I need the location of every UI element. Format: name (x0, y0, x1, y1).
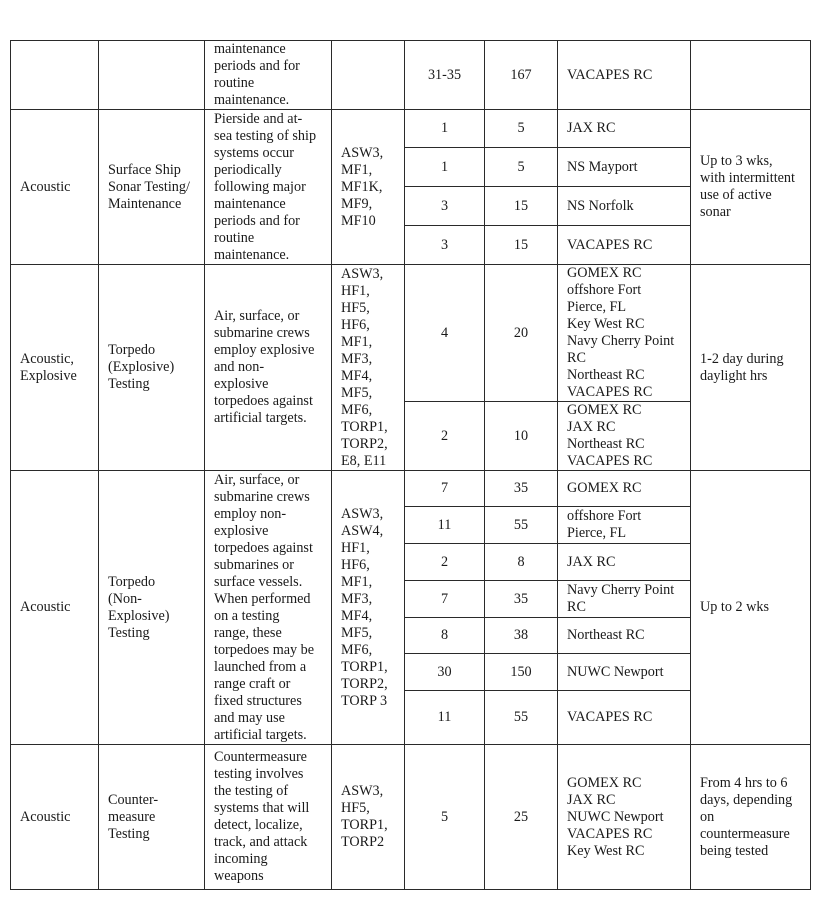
text-line: torpedoes against (214, 540, 313, 556)
hours-cell: 20 (485, 265, 558, 402)
text-line: systems occur (214, 145, 294, 161)
text-line: MF1, (341, 161, 373, 178)
hours-cell: 25 (485, 745, 558, 890)
units-cell: 5 (405, 745, 485, 890)
text-line: explosive (214, 523, 269, 539)
text-line: Testing (108, 624, 150, 641)
text-line: MF5, (341, 384, 373, 401)
text-line: periods and for (214, 213, 300, 229)
text-line: HF6, (341, 316, 370, 333)
text-line: VACAPES RC (567, 66, 653, 83)
text-line: submarines or (214, 557, 294, 573)
location-cell (558, 618, 691, 654)
units-cell: 3 (405, 226, 485, 265)
text-line: MF10 (341, 212, 376, 229)
text-line: When performed (214, 591, 311, 607)
hours-cell: 15 (485, 187, 558, 226)
text-line: Air, surface, or (214, 308, 300, 324)
text-line: track, and attack (214, 834, 308, 850)
text-line: fixed structures (214, 693, 302, 709)
text-line: on a testing (214, 608, 280, 624)
text-line: MF3, (341, 590, 373, 607)
text-line: detect, localize, (214, 817, 303, 833)
text-line: following major (214, 179, 306, 195)
units-cell: 3 (405, 187, 485, 226)
location-cell (558, 226, 691, 265)
text-line: Acoustic (20, 599, 71, 615)
activity-cell (99, 110, 205, 265)
text-line: RC (567, 599, 586, 615)
text-line: maintenance (214, 196, 286, 212)
text-line: E8, E11 (341, 452, 387, 469)
text-line: Pierside and at- (214, 111, 303, 127)
units-cell: 31-35 (405, 41, 485, 110)
text-line: 1-2 day during (700, 350, 784, 367)
activity-cell (99, 471, 205, 745)
table-row (11, 110, 811, 148)
text-line: maintenance. (214, 92, 290, 108)
sources-cell (332, 745, 405, 890)
text-line: artificial targets. (214, 727, 307, 743)
hours-cell: 5 (485, 148, 558, 187)
text-line: HF5, (341, 800, 370, 816)
units-cell: 4 (405, 265, 485, 402)
text-line: incoming (214, 851, 268, 867)
text-line: MF6, (341, 401, 373, 418)
hours-cell: 167 (485, 41, 558, 110)
text-line: sonar (700, 204, 731, 220)
sources-cell (332, 471, 405, 745)
text-line: JAX RC (567, 791, 616, 808)
location-cell (558, 581, 691, 618)
hours-cell: 10 (485, 402, 558, 471)
text-line: Navy Cherry Point (567, 333, 675, 349)
location-cell (558, 745, 691, 890)
text-line: MF5, (341, 624, 373, 641)
text-line: (Non- (108, 590, 142, 607)
text-line: launched from a (214, 659, 307, 675)
text-line: VACAPES RC (567, 236, 653, 253)
table-row (11, 265, 811, 402)
text-line: employ explosive (214, 342, 315, 358)
text-line: GOMEX RC (567, 402, 642, 418)
text-line: Maintenance (108, 195, 182, 212)
text-line: Acoustic (20, 178, 71, 195)
units-cell: 1 (405, 110, 485, 148)
text-line: submarine crews (214, 489, 310, 505)
text-line: systems that will (214, 800, 310, 816)
text-line: maintenance. (214, 247, 290, 263)
text-line: Pierce, FL (567, 299, 627, 315)
text-line: Northeast RC (567, 367, 645, 383)
text-line: ASW4, (341, 522, 384, 539)
text-line: JAX RC (567, 120, 616, 136)
stressor-cell (11, 265, 99, 471)
text-line: JAX RC (567, 419, 616, 435)
text-line: From 4 hrs to 6 (700, 774, 788, 791)
stressor-cell (11, 41, 99, 110)
duration-cell (691, 745, 811, 890)
text-line: (Explosive) (108, 359, 175, 375)
location-cell (558, 265, 691, 402)
text-line: Counter- (108, 791, 159, 808)
text-line: testing involves (214, 766, 304, 782)
location-cell (558, 507, 691, 544)
text-line: Acoustic, (20, 350, 74, 367)
text-line: and may use (214, 710, 285, 726)
text-line: routine (214, 230, 255, 246)
text-line: torpedoes against (214, 393, 313, 409)
text-line: Torpedo (108, 342, 156, 358)
text-line: RC (567, 350, 586, 366)
table-row (11, 471, 811, 507)
description-cell (205, 471, 332, 745)
text-line: GOMEX RC (567, 265, 642, 281)
text-line: VACAPES RC (567, 709, 653, 725)
text-line: JAX RC (567, 553, 616, 570)
table-row (11, 41, 811, 110)
location-cell (558, 110, 691, 148)
text-line: Up to 2 wks (700, 599, 769, 615)
text-line: Key West RC (567, 316, 645, 332)
text-line: range craft or (214, 676, 291, 692)
text-line: weapons (214, 868, 264, 884)
text-line: with intermittent (700, 170, 795, 186)
hours-cell: 55 (485, 507, 558, 544)
text-line: Explosive) (108, 607, 170, 624)
text-line: Key West RC (567, 842, 645, 859)
location-cell (558, 41, 691, 110)
activity-cell (99, 41, 205, 110)
text-line: TORP1, (341, 418, 388, 435)
text-line: torpedoes may be (214, 642, 315, 658)
text-line: employ non- (214, 506, 287, 522)
text-line: Northeast RC (567, 436, 645, 452)
text-line: explosive (214, 376, 269, 392)
sources-cell (332, 265, 405, 471)
text-line: maintenance (214, 41, 286, 57)
text-line: Acoustic (20, 808, 71, 825)
text-line: MF9, (341, 195, 373, 212)
description-cell (205, 265, 332, 471)
text-line: TORP2, (341, 675, 388, 692)
activity-cell (99, 745, 205, 890)
location-cell (558, 544, 691, 581)
text-line: TORP2 (341, 834, 385, 850)
description-cell (205, 745, 332, 890)
text-line: GOMEX RC (567, 774, 642, 791)
text-line: MF1, (341, 573, 373, 590)
text-line: MF4, (341, 607, 373, 624)
text-line: NUWC Newport (567, 663, 664, 680)
activity-cell (99, 265, 205, 471)
text-line: Testing (108, 825, 150, 842)
text-line: HF1, (341, 282, 370, 299)
text-line: and non- (214, 359, 265, 375)
location-cell (558, 691, 691, 745)
text-line: periods and for (214, 58, 300, 74)
text-line: Northeast RC (567, 627, 645, 643)
text-line: Up to 3 wks, (700, 153, 773, 169)
description-cell (205, 110, 332, 265)
text-line: VACAPES RC (567, 453, 653, 469)
text-line: ASW3, (341, 144, 384, 161)
hours-cell: 150 (485, 654, 558, 691)
text-line: submarine crews (214, 325, 310, 341)
text-line: ASW3, (341, 783, 384, 799)
text-line: Testing (108, 376, 150, 392)
description-cell (205, 41, 332, 110)
hours-cell: 35 (485, 581, 558, 618)
text-line: use of active (700, 187, 772, 203)
units-cell: 1 (405, 148, 485, 187)
duration-cell (691, 265, 811, 471)
text-line: range, these (214, 625, 282, 641)
text-line: MF3, (341, 350, 373, 367)
text-line: HF6, (341, 556, 370, 573)
units-cell: 11 (405, 691, 485, 745)
location-cell (558, 148, 691, 187)
units-cell: 8 (405, 618, 485, 654)
text-line: surface vessels. (214, 574, 303, 590)
text-line: daylight hrs (700, 367, 768, 384)
text-line: being tested (700, 842, 769, 859)
text-line: MF6, (341, 641, 373, 658)
text-line: NS Norfolk (567, 197, 634, 214)
text-line: TORP1, (341, 817, 388, 833)
units-cell: 7 (405, 471, 485, 507)
hours-cell: 35 (485, 471, 558, 507)
hours-cell: 8 (485, 544, 558, 581)
text-line: Torpedo (108, 573, 156, 590)
text-line: VACAPES RC (567, 825, 653, 842)
text-line: HF1, (341, 539, 370, 556)
location-cell (558, 187, 691, 226)
sources-cell (332, 110, 405, 265)
hours-cell: 55 (485, 691, 558, 745)
text-line: ASW3, (341, 505, 384, 522)
text-line: Air, surface, or (214, 472, 300, 488)
units-cell: 11 (405, 507, 485, 544)
text-line: HF5, (341, 299, 370, 316)
hours-cell: 38 (485, 618, 558, 654)
duration-cell (691, 41, 811, 110)
text-line: TORP2, (341, 435, 388, 452)
stressor-cell (11, 471, 99, 745)
units-cell: 2 (405, 402, 485, 471)
text-line: on (700, 808, 715, 825)
table-row (11, 745, 811, 890)
text-line: the testing of (214, 783, 289, 799)
text-line: MF4, (341, 367, 373, 384)
text-line: TORP 3 (341, 692, 388, 709)
text-line: periodically (214, 162, 282, 178)
text-line: ASW3, (341, 265, 384, 282)
stressor-cell (11, 745, 99, 890)
sources-cell (332, 41, 405, 110)
location-cell (558, 654, 691, 691)
hours-cell: 5 (485, 110, 558, 148)
text-line: VACAPES RC (567, 384, 653, 400)
text-line: TORP1, (341, 658, 388, 675)
stressor-cell (11, 110, 99, 265)
text-line: Surface Ship (108, 161, 181, 178)
duration-cell (691, 471, 811, 745)
text-line: sea testing of ship (214, 128, 317, 144)
text-line: days, depending (700, 791, 793, 808)
text-line: Pierce, FL (567, 525, 627, 541)
text-line: countermeasure (700, 825, 790, 842)
text-line: MF1, (341, 333, 373, 350)
text-line: GOMEX RC (567, 480, 642, 496)
units-cell: 7 (405, 581, 485, 618)
text-line: offshore Fort (567, 282, 642, 298)
location-cell (558, 471, 691, 507)
text-line: Explosive (20, 367, 77, 384)
hours-cell: 15 (485, 226, 558, 265)
text-line: Countermeasure (214, 749, 307, 765)
text-line: MF1K, (341, 178, 383, 195)
testing-activities-table (10, 40, 811, 890)
location-cell (558, 402, 691, 471)
text-line: Navy Cherry Point (567, 582, 675, 598)
text-line: measure (108, 808, 156, 825)
duration-cell (691, 110, 811, 265)
text-line: NS Mayport (567, 158, 638, 175)
text-line: Sonar Testing/ (108, 178, 190, 195)
text-line: artificial targets. (214, 410, 307, 426)
text-line: routine (214, 75, 255, 91)
text-line: NUWC Newport (567, 808, 664, 825)
units-cell: 2 (405, 544, 485, 581)
units-cell: 30 (405, 654, 485, 691)
text-line: offshore Fort (567, 508, 642, 524)
